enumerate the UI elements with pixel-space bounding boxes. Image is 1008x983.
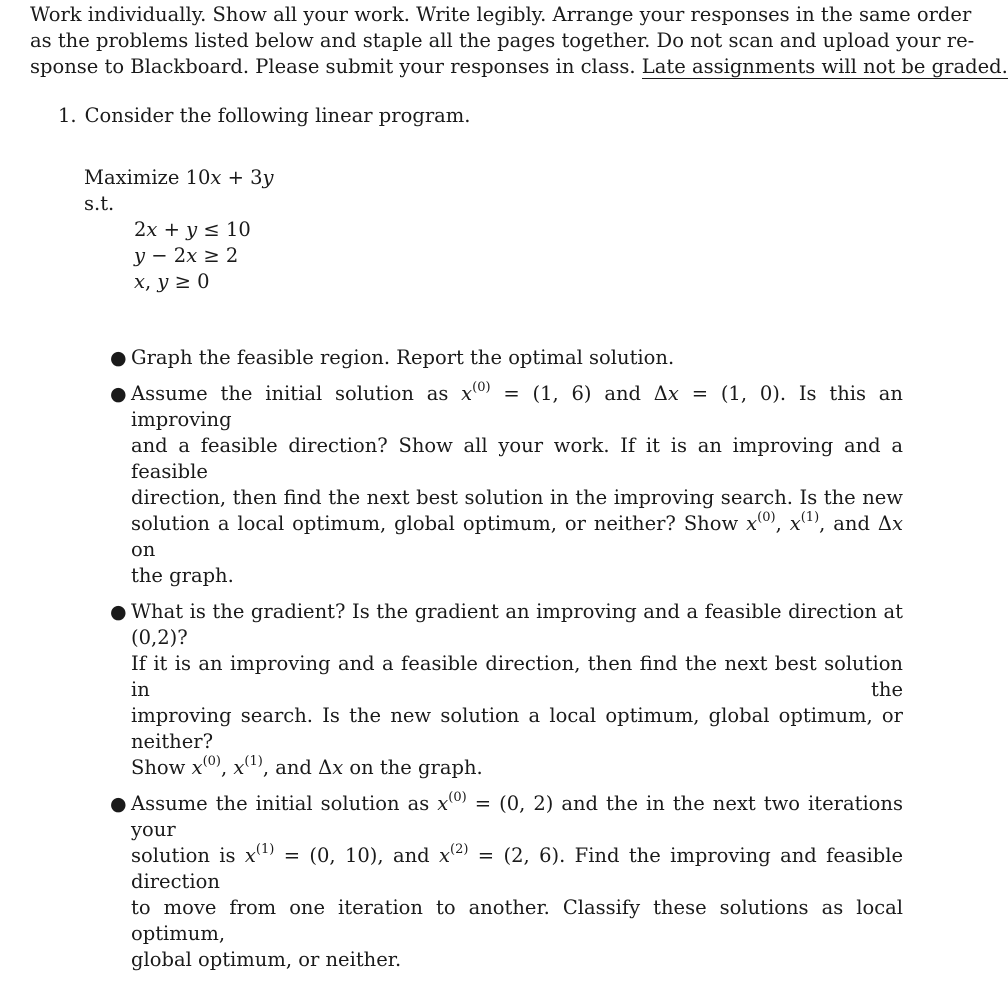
bullet-2-line-2: and a feasible direction? Show all your work. If it is an improving and a feasible xyxy=(131,434,903,483)
constraint-3: x, y ≥ 0 xyxy=(134,270,210,293)
instructions-line-3 xyxy=(30,54,1008,80)
bullet-item-1 xyxy=(108,345,903,371)
problem-number: 1. xyxy=(58,104,77,127)
bullet-icon: ● xyxy=(110,347,127,369)
bullet-4-line-1: Assume the initial solution as $x^{(0)} = (0$, 2) and the in the next two iterations your xyxy=(131,789,903,841)
bullet-3-line-2: If it is an improving and a feasible direction, then find the next best solution in the xyxy=(131,652,903,701)
instructions-line-3-start: sponse to Blackboard. Please submit your responses in class. xyxy=(30,55,642,78)
problem-1-heading xyxy=(58,103,470,129)
bullet-3-line-4: Show $x^{(0)}$, $x^{(1)}$, and Δx on the graph. xyxy=(131,753,483,779)
bullet-item-4 xyxy=(108,791,903,973)
instructions-line-2: as the problems listed below and staple all the pages together. Do not scan and upload your re- xyxy=(30,29,975,52)
bullet-item-3 xyxy=(108,599,903,781)
constraint-1: 2x + y ≤ 10 xyxy=(134,218,251,241)
bullet-3-line-1: What is the gradient? Is the gradient an improving and a feasible direction at (0,2)? xyxy=(131,600,903,649)
constraints-list xyxy=(134,217,251,295)
bullet-4-line-4: global optimum, or neither. xyxy=(131,948,402,971)
bullet-4-line-3: to move from one iteration to another. Classify these solutions as local optimum, xyxy=(131,896,903,945)
late-policy-underlined: Late assignments will not be graded. xyxy=(641,55,1008,78)
instructions-line-1: Work individually. Show all your work. Write legibly. Arrange your responses in the same order xyxy=(30,3,972,26)
bullet-3-line-3: improving search. Is the new solution a local optimum, global optimum, or neither? xyxy=(131,704,903,753)
bullet-2-line-5: the graph. xyxy=(131,564,234,587)
instructions-paragraph xyxy=(30,2,1008,80)
task-bullet-list xyxy=(108,345,903,983)
bullet-icon: ● xyxy=(110,601,127,623)
bullet-item-2 xyxy=(108,381,903,589)
bullet-2-line-3: direction, then find the next best solution in the improving search. Is the new xyxy=(131,486,903,509)
subject-to-label: s.t. xyxy=(84,192,115,215)
bullet-2-line-1: Assume the initial solution as $x^{(0)} = (1$, 6) and Δx = (1, 0). Is this an improving xyxy=(131,379,903,431)
linear-program xyxy=(84,165,274,217)
bullet-icon: ● xyxy=(110,383,127,405)
problem-text: Consider the following linear program. xyxy=(84,104,471,127)
bullet-2-line-4: solution a local optimum, global optimum, or neither? Show $x^{(0)}$, $x^{(1)}$, and Δx on xyxy=(131,509,903,561)
objective-function: Maximize 10x + 3y xyxy=(84,166,274,189)
bullet-4-line-2: solution is $x^{(1)} = (0$, 10), and $x^{(2)} = (2$, 6). Find the improving and feasible direction xyxy=(131,841,903,893)
bullet-icon: ● xyxy=(110,793,127,815)
constraint-2: y − 2x ≥ 2 xyxy=(134,244,239,267)
bullet-1-line-1: Graph the feasible region. Report the optimal solution. xyxy=(131,346,675,369)
